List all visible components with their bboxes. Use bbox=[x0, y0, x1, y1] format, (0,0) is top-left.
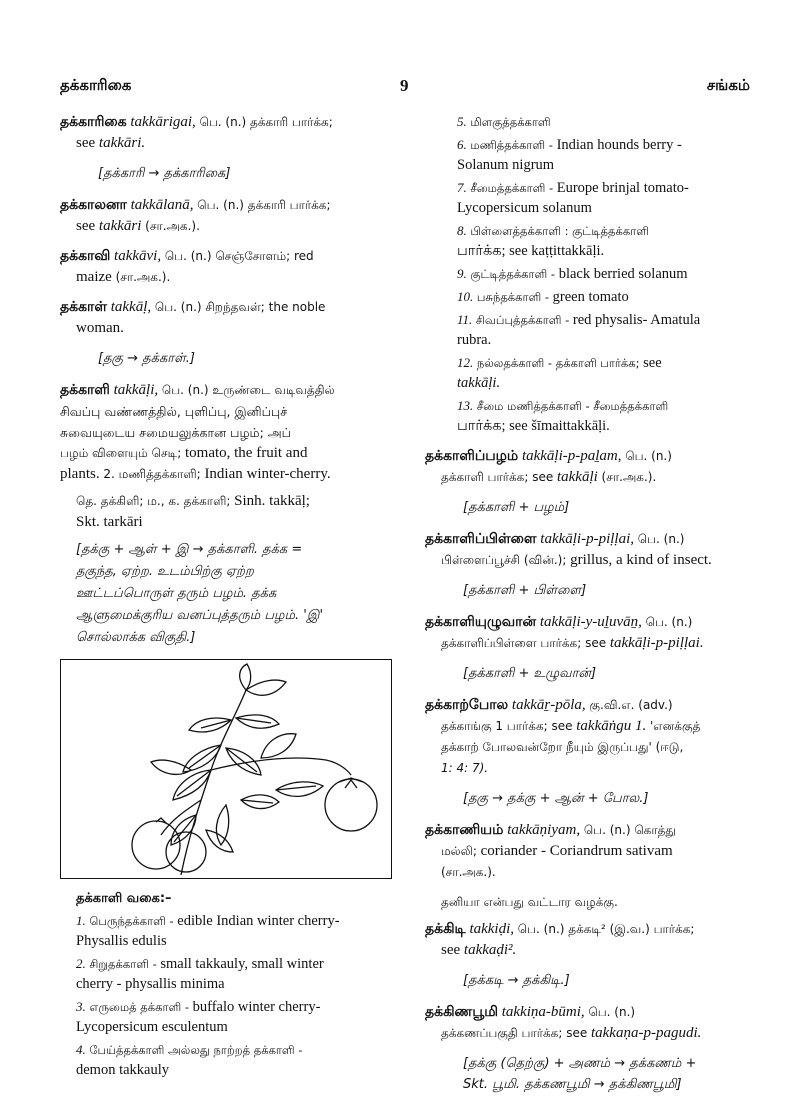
definition-line: சிவப்பு வண்ணத்தில், புளிப்பு, இனிப்புச் bbox=[60, 404, 288, 419]
variety-english: demon takkauly bbox=[76, 1062, 170, 1078]
entry-takkalana bbox=[60, 195, 395, 237]
definition: பிள்ளைப்பூச்சி (வின்.); bbox=[441, 553, 567, 567]
definition-en: woman. bbox=[76, 320, 124, 336]
headword: தக்காளிப்பழம் bbox=[425, 448, 519, 464]
definition-en: see bbox=[441, 942, 461, 958]
variety-tamil: மணித்தக்காளி - bbox=[470, 138, 553, 152]
transliteration: takkāḷi-p-paḻam, bbox=[521, 448, 622, 464]
transliteration: takkārigai, bbox=[130, 114, 196, 130]
headword: தக்காரிகை bbox=[60, 114, 127, 130]
variety-tamil: சிவப்புத்தக்காளி - bbox=[475, 313, 570, 327]
etymology: [தக்காளி + உழுவான்] bbox=[463, 666, 597, 681]
variety-latin: cherry - physallis minima bbox=[76, 976, 225, 992]
definition-en: see bbox=[76, 218, 96, 234]
definition-en: tomato, the fruit and bbox=[184, 445, 308, 461]
variety-item bbox=[425, 264, 755, 284]
variety-number: 2. bbox=[76, 956, 86, 971]
sense-2: 2. மணித்தக்காளி; bbox=[103, 467, 201, 481]
cross-reference: takkaṇa-p-pagudi. bbox=[590, 1025, 702, 1041]
transliteration: takkiḍi, bbox=[469, 921, 515, 937]
definition-en: maize bbox=[76, 269, 112, 285]
variety-number: 11. bbox=[457, 312, 473, 327]
definition: தக்காங்கு 1 பார்க்க; see bbox=[441, 719, 573, 733]
cross-reference: takkaḍi². bbox=[463, 942, 517, 958]
variety-english: green tomato bbox=[552, 289, 629, 305]
definition-en: see bbox=[76, 135, 96, 151]
variety-item bbox=[425, 221, 755, 261]
definition: பெ. (n.) தக்கடி² (இ.வ.) பார்க்க; bbox=[517, 922, 695, 936]
definition: மல்லி; bbox=[441, 844, 477, 858]
cognate-sanskrit: Skt. tarkāri bbox=[76, 514, 143, 530]
etymology: [தக்காளி + பிள்ளை] bbox=[463, 583, 587, 598]
tomato-plant-illustration bbox=[60, 659, 392, 879]
variety-english: buffalo winter cherry- bbox=[192, 999, 321, 1015]
cognate-sinhala: Sinh. takkāḷ; bbox=[234, 493, 310, 509]
variety-item bbox=[425, 310, 755, 350]
variety-item bbox=[425, 112, 755, 132]
definition: தக்கணப்பகுதி பார்க்க; see bbox=[441, 1026, 588, 1040]
variety-item bbox=[60, 997, 395, 1037]
variety-number: 1. bbox=[76, 913, 86, 928]
variety-item bbox=[425, 353, 755, 393]
entry-takkarigai bbox=[60, 112, 395, 154]
etymology-line: [தக்கு (தெற்கு) + அணம் → தக்கணம் + bbox=[463, 1056, 697, 1071]
variety-number: 8. bbox=[457, 223, 467, 238]
variety-latin: Solanum nigrum bbox=[457, 157, 555, 173]
right-column bbox=[425, 112, 755, 1105]
variety-number: 13. bbox=[457, 398, 474, 413]
entry-takkar-pola bbox=[425, 695, 755, 779]
left-column bbox=[60, 112, 395, 1083]
variety-number: 4. bbox=[76, 1042, 86, 1057]
definition-line: பழம் விளையும் செடி; bbox=[60, 446, 182, 460]
definition: பெ. (n.) கொத்து bbox=[583, 823, 676, 837]
etymology-takkali bbox=[60, 539, 395, 649]
variety-item bbox=[60, 1040, 395, 1080]
source: (சா.அக.). bbox=[601, 470, 657, 484]
variety-english: see bbox=[643, 355, 662, 371]
etymology: [தக்காரி → தக்காரிகை] bbox=[98, 166, 231, 181]
source: (சா.அக.). bbox=[115, 270, 171, 284]
page-header bbox=[60, 76, 750, 100]
variety-tamil: பெருந்தக்காளி - bbox=[89, 914, 174, 928]
transliteration: takkāṇiyam, bbox=[507, 822, 581, 838]
variety-english: red physalis- Amatula bbox=[572, 312, 701, 328]
etymology-line: Skt. பூமி. தக்கணபூமி → தக்கிணபூமி] bbox=[463, 1077, 682, 1092]
variety-item bbox=[60, 954, 395, 994]
variety-latin: Physallis edulis bbox=[76, 933, 167, 949]
etymology: [தக்காளி + பழம்] bbox=[463, 500, 570, 515]
variety-tamil: மிளகுத்தக்காளி bbox=[470, 115, 551, 129]
entry-takkal bbox=[60, 297, 395, 339]
entry-takkali-y-uluvan bbox=[425, 612, 755, 654]
variety-number: 7. bbox=[457, 180, 467, 195]
variety-english: edible Indian winter cherry- bbox=[177, 913, 340, 929]
definition-line: சுவையுடைய சமையலுக்கான பழம்; அப் bbox=[60, 425, 291, 440]
variety-tamil: நல்லதக்காளி - தக்காளி பார்க்க; bbox=[476, 356, 640, 370]
entry-takkali-p-pillai bbox=[425, 529, 755, 571]
varieties-title: தக்காளி வகை:– bbox=[76, 891, 172, 906]
variety-english: black berried solanum bbox=[558, 266, 688, 282]
pos: பெ. (n.) bbox=[637, 532, 685, 546]
variety-latin: Lycopersicum solanum bbox=[457, 200, 592, 216]
pos: கு.வி.எ. (adv.) bbox=[589, 698, 673, 712]
pos: பெ. (n.) bbox=[625, 449, 672, 463]
entry-takkavi bbox=[60, 246, 395, 288]
headword: தக்காணியம் bbox=[425, 822, 504, 838]
transliteration: takkāḷi-p-piḷḷai, bbox=[540, 531, 635, 547]
variety-english: Indian hounds berry - bbox=[556, 137, 682, 153]
transliteration: takkāḷi-y-uḻuvāṉ, bbox=[539, 614, 642, 630]
header-left-guideword: தக்காரிகை bbox=[60, 76, 132, 94]
variety-item bbox=[425, 135, 755, 175]
variety-tamil: சிறுதக்காளி - bbox=[89, 957, 157, 971]
variety-tamil: பசுந்தக்காளி - bbox=[476, 290, 550, 304]
pos: பெ. (n.) bbox=[645, 615, 693, 629]
variety-tamil: எருமைத் தக்காளி - bbox=[89, 1000, 190, 1014]
variety-item bbox=[425, 396, 755, 436]
definition-en: grillus, a kind of insect. bbox=[570, 552, 712, 568]
variety-tamil: சீமை மணித்தக்காளி - சீமைத்தக்காளி bbox=[476, 399, 669, 413]
citation: 1: 4: 7). bbox=[441, 761, 489, 775]
etymology: [தக்கடி → தக்கிடி.] bbox=[463, 973, 570, 988]
definition: பெ. (n.) சிறந்தவள்; the noble bbox=[154, 300, 326, 314]
etymology-takkina-bumi bbox=[425, 1053, 755, 1095]
etymology: [தகு → தக்கு + ஆன் + போல.] bbox=[463, 791, 649, 806]
headword: தக்காளிப்பிள்ளை bbox=[425, 531, 537, 547]
variety-english: Europe brinjal tomato- bbox=[556, 180, 689, 196]
definition: பெ. (n.) உருண்டை வடிவத்தில் bbox=[161, 383, 335, 397]
definition-en: Indian winter-cherry. bbox=[204, 466, 331, 482]
variety-item bbox=[425, 287, 755, 307]
variety-number: 6. bbox=[457, 137, 467, 152]
cognates-dravidian: தெ. தக்கிளி; ம., க. தக்காளி; bbox=[76, 494, 231, 508]
variety-latin: rubra. bbox=[457, 332, 492, 348]
source: (சா.அக.). bbox=[145, 219, 200, 233]
variety-tamil: சீமைத்தக்காளி - bbox=[470, 181, 554, 195]
headword: தக்காவி bbox=[60, 248, 111, 264]
source: (சா.அக.). bbox=[441, 865, 496, 879]
headword: தக்காலனா bbox=[60, 197, 127, 213]
etymology-line: ஆளுமைக்குரிய வனப்புத்தரும் பழம். 'இ' bbox=[76, 608, 324, 623]
transliteration: takkāṟ-pōla, bbox=[511, 697, 586, 713]
etymology-line: சொல்லாக்க விகுதி.] bbox=[76, 630, 196, 645]
etymology: [தகு → தக்காள்.] bbox=[98, 351, 195, 366]
cross-reference: takkāḷi bbox=[556, 469, 598, 485]
headword: தக்கிணபூமி bbox=[425, 1004, 498, 1020]
transliteration: takkālanā, bbox=[130, 197, 194, 213]
cross-reference: takkāri bbox=[98, 218, 142, 234]
entry-takkali-p-palam bbox=[425, 446, 755, 488]
pos: பெ. (n.) bbox=[588, 1005, 636, 1019]
variety-crossref: பார்க்க; see šīmaittakkāḷi. bbox=[457, 418, 610, 434]
variety-crossref: takkāḷi. bbox=[457, 375, 501, 391]
definition-en: coriander - Coriandrum sativam bbox=[480, 843, 673, 859]
transliteration: takkāḷ, bbox=[110, 299, 152, 315]
header-right-guideword: சங்கம் bbox=[706, 76, 750, 94]
variety-item bbox=[60, 911, 395, 951]
variety-number: 3. bbox=[76, 999, 86, 1014]
variety-number: 5. bbox=[457, 114, 467, 129]
etymology-line: ஊட்டப்பொருள் தரும் பழம். தக்க bbox=[76, 586, 277, 601]
definition: தக்காளி பார்க்க; see bbox=[441, 470, 554, 484]
etymology-line: தகுந்த, ஏற்ற. உடம்பிற்கு ஏற்ற bbox=[76, 564, 254, 579]
definition-en: plants. bbox=[60, 466, 100, 482]
definition: பெ. (n.) தக்காரி பார்க்க; bbox=[197, 198, 331, 212]
transliteration: takkāḷi, bbox=[113, 382, 159, 398]
variety-number: 9. bbox=[457, 266, 467, 281]
entry-takkidi bbox=[425, 919, 755, 961]
page-number: 9 bbox=[400, 76, 409, 95]
definition: பெ. (n.) தக்காரி பார்க்க; bbox=[199, 115, 333, 129]
variety-tamil: பிள்ளைத்தக்காளி : குட்டித்தக்காளி bbox=[470, 224, 649, 238]
headword: தக்காற்போல bbox=[425, 697, 509, 713]
entry-takkaniyam bbox=[425, 820, 755, 883]
entry-takkina-bumi bbox=[425, 1002, 755, 1044]
cross-reference: takkāri. bbox=[98, 135, 146, 151]
entry-takkali bbox=[60, 380, 395, 485]
definition: பெ. (n.) செஞ்சோளம்; red bbox=[164, 249, 314, 263]
variety-tamil: பேய்த்தக்காளி அல்லது நாற்றத் தக்காளி - bbox=[89, 1043, 303, 1057]
transliteration: takkāvi, bbox=[114, 248, 162, 264]
variety-number: 12. bbox=[457, 355, 474, 370]
usage-note: தனியா என்பது வட்டார வழக்கு. bbox=[441, 895, 618, 909]
variety-latin: Lycopersicum esculentum bbox=[76, 1019, 228, 1035]
variety-crossref: பார்க்க; see kaṭṭittakkāḷi. bbox=[457, 243, 605, 259]
variety-item bbox=[425, 178, 755, 218]
cross-reference: takkāṅgu 1. bbox=[576, 718, 647, 734]
cognates bbox=[60, 491, 395, 533]
variety-number: 10. bbox=[457, 289, 474, 304]
cross-reference: takkāḷi-p-piḷḷai. bbox=[609, 635, 704, 651]
headword: தக்காளியுழுவான் bbox=[425, 614, 537, 630]
quotation: 'எனக்குத் bbox=[650, 719, 701, 733]
headword: தக்காளி bbox=[60, 382, 110, 398]
etymology-line: [தக்கு + ஆள் + இ → தக்காளி. தக்க = bbox=[76, 542, 303, 557]
headword: தக்காள் bbox=[60, 299, 107, 315]
tomato-plant-drawing bbox=[61, 660, 391, 878]
quotation: தக்காற் போலவன்றோ நீயும் இருப்பது' (ஈடு, bbox=[441, 740, 684, 754]
variety-tamil: குட்டித்தக்காளி - bbox=[470, 267, 556, 281]
headword: தக்கிடி bbox=[425, 921, 466, 937]
variety-english: small takkauly, small winter bbox=[160, 956, 324, 972]
definition: தக்காளிப்பிள்ளை பார்க்க; see bbox=[441, 636, 607, 650]
transliteration: takkiṇa-būmi, bbox=[501, 1004, 585, 1020]
